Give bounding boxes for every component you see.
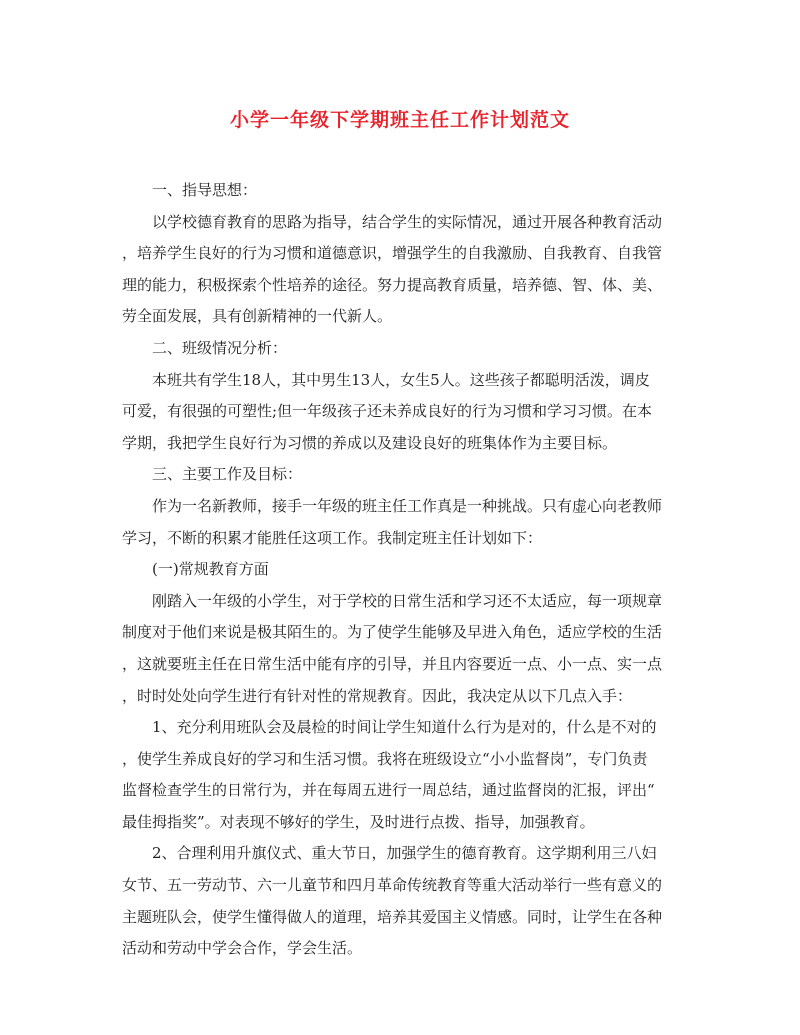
paragraph-line: ，使学生养成良好的学习和生活习惯。我将在班级设立“小小监督岗”，专门负责: [122, 749, 648, 768]
paragraph-line: 女节、五一劳动节、六一儿童节和四月革命传统教育等重大活动举行一些有意义的: [122, 876, 663, 895]
paragraph-line: 本班共有学生18人，其中男生13人，女生5人。这些孩子都聪明活泼，调皮: [152, 370, 650, 389]
paragraph-line: 学习，不断的积累才能胜任这项工作。我制定班主任计划如下：: [122, 528, 543, 547]
paragraph-line: ，这就要班主任在日常生活中能有序的引导，并且内容要近一点、小一点、实一点: [122, 654, 663, 673]
section-heading: 二、班级情况分析：: [152, 338, 288, 357]
paragraph-line: 最佳拇指奖”。对表现不够好的学生，及时进行点拨、指导，加强教育。: [122, 812, 595, 831]
paragraph-line: 活动和劳动中学会合作，学会生活。: [122, 939, 363, 958]
document-body: [122, 175, 698, 965]
paragraph-line: 刚踏入一年级的小学生，对于学校的日常生活和学习还不太适应，每一项规章: [152, 591, 663, 610]
paragraph-line: 2、合理利用升旗仪式、重大节日，加强学生的德育教育。这学期利用三八妇: [152, 844, 657, 863]
paragraph-line: 主题班队会，使学生懂得做人的道理，培养其爱国主义情感。同时，让学生在各种: [122, 907, 663, 926]
paragraph-line: 1、充分利用班队会及晨检的时间让学生知道什么行为是对的，什么是不对的: [152, 718, 657, 737]
paragraph-line: 学期，我把学生良好行为习惯的养成以及建设良好的班集体作为主要目标。: [122, 433, 618, 452]
paragraph-line: 作为一名新教师，接手一年级的班主任工作真是一种挑战。只有虚心向老教师: [152, 496, 663, 515]
paragraph-line: ，时时处处向学生进行有针对性的常规教育。因此，我决定从以下几点入手：: [122, 686, 633, 705]
paragraph-line: 劳全面发展，具有创新精神的一代新人。: [122, 307, 393, 326]
section-heading: 三、主要工作及目标：: [152, 465, 303, 484]
paragraph-line: 以学校德育教育的思路为指导，结合学生的实际情况，通过开展各种教育活动: [152, 212, 663, 231]
paragraph-line: 可爱，有很强的可塑性;但一年级孩子还未养成良好的行为习惯和学习习惯。在本: [122, 402, 653, 421]
paragraph-line: ，培养学生良好的行为习惯和道德意识，增强学生的自我激励、自我教育、自我管: [122, 244, 663, 263]
document-title: 小学一年级下学期班主任工作计划范文: [229, 109, 570, 131]
section-heading: (一)常规教育方面: [152, 560, 269, 579]
paragraph-line: 监督检查学生的日常行为，并在每周五进行一周总结，通过监督岗的汇报，评出“: [122, 781, 655, 800]
paragraph-line: 理的能力，积极探索个性培养的途径。努力提高教育质量，培养德、智、体、美、: [122, 275, 663, 294]
section-heading: 一、指导思想：: [152, 181, 258, 199]
paragraph-line: 制度对于他们来说是极其陌生的。为了使学生能够及早进入角色，适应学校的生活: [122, 623, 663, 642]
